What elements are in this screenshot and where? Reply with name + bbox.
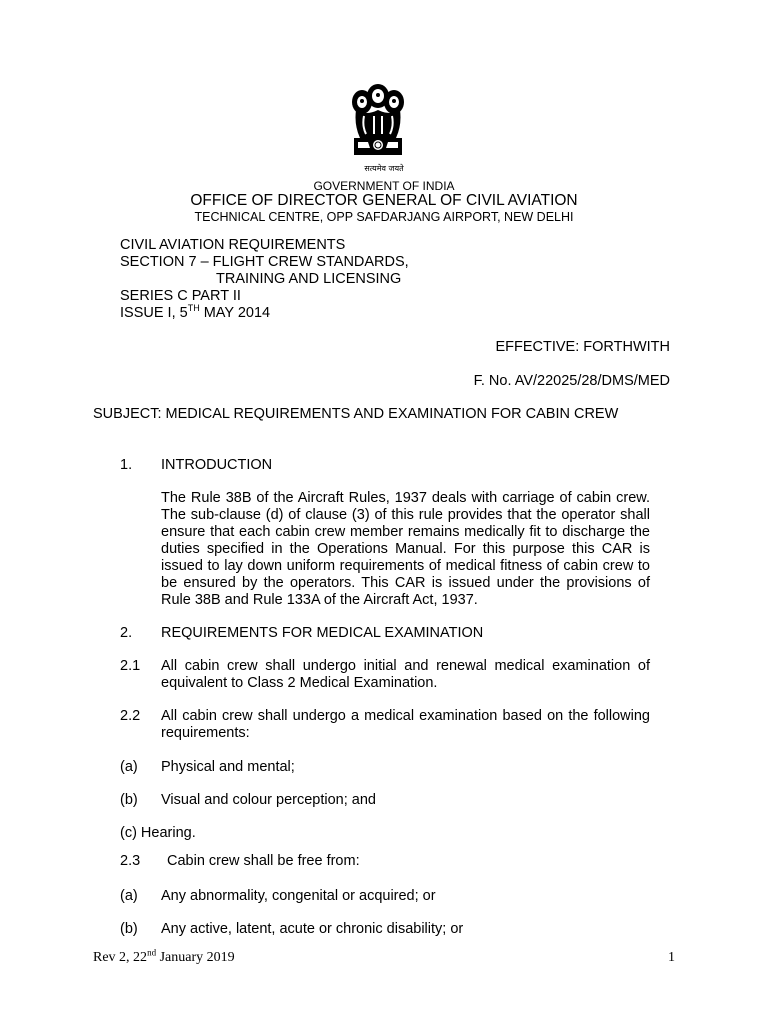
clause-2-2-number: 2.2 <box>120 708 141 724</box>
car-section: SECTION 7 – FLIGHT CREW STANDARDS, <box>120 254 409 270</box>
section-1-title: INTRODUCTION <box>161 457 273 473</box>
car-title: CIVIL AVIATION REQUIREMENTS <box>120 237 346 253</box>
emblem-motto: सत्यमेव जयते <box>364 164 404 173</box>
office-heading: OFFICE OF DIRECTOR GENERAL OF CIVIL AVIATION <box>190 192 578 209</box>
section-2-number: 2. <box>120 625 133 641</box>
item-a2-label: (a) <box>120 888 138 904</box>
government-heading: GOVERNMENT OF INDIA <box>313 179 455 193</box>
item-a-text: Physical and mental; <box>161 759 295 775</box>
car-section-cont: TRAINING AND LICENSING <box>216 271 402 287</box>
section-1-number: 1. <box>120 457 133 473</box>
national-emblem-icon <box>346 80 410 176</box>
item-b2-label: (b) <box>120 921 138 937</box>
revision-footer: Rev 2, 22nd January 2019 <box>93 947 235 965</box>
clause-2-3-text: Cabin crew shall be free from: <box>167 853 360 869</box>
item-b-label: (b) <box>120 792 138 808</box>
file-number: F. No. AV/22025/28/DMS/MED <box>473 373 670 389</box>
effective-date: EFFECTIVE: FORTHWITH <box>495 339 670 355</box>
introduction-paragraph: The Rule 38B of the Aircraft Rules, 1937 deals with carriage of cabin crew. The sub-clause (d) of clause (3) of this rule provides that the operator shall ensure that each cabin crew member remains medically fit to discharge the duties specified in the Operations Manual. For this purpose this CAR is issued to lay down uniform requirements of medical fitness of cabin crew to be ensured by the operators. This CAR is issued under the provisions of Rule 38B and Rule 133A of the Aircraft Act, 1937. <box>161 490 650 608</box>
subject-line: SUBJECT: MEDICAL REQUIREMENTS AND EXAMINATION FOR CABIN CREW <box>93 406 619 422</box>
item-a-label: (a) <box>120 759 138 775</box>
item-c-text: (c) Hearing. <box>120 825 196 841</box>
car-series: SERIES C PART II <box>120 288 241 304</box>
technical-centre-heading: TECHNICAL CENTRE, OPP SAFDARJANG AIRPORT, NEW DELHI <box>194 210 574 224</box>
item-b-text: Visual and colour perception; and <box>161 792 376 808</box>
clause-2-1-text: All cabin crew shall undergo initial and renewal medical examination of equivalent to Class 2 Medical Examination. <box>161 658 650 691</box>
clause-2-3-number: 2.3 <box>120 853 141 869</box>
page-number: 1 <box>668 950 675 965</box>
item-b2-text: Any active, latent, acute or chronic disability; or <box>161 921 464 937</box>
clause-2-2-text: All cabin crew shall undergo a medical examination based on the following requirements: <box>161 708 650 741</box>
clause-2-1-number: 2.1 <box>120 658 141 674</box>
item-a2-text: Any abnormality, congenital or acquired; or <box>161 888 436 904</box>
section-2-title: REQUIREMENTS FOR MEDICAL EXAMINATION <box>161 625 484 641</box>
car-issue: ISSUE I, 5TH MAY 2014 <box>120 303 271 321</box>
